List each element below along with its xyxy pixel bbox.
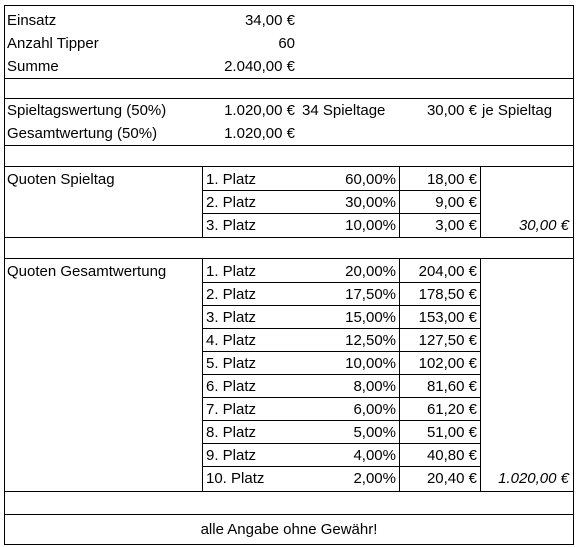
row-einsatz bbox=[5, 9, 573, 32]
spieltag-total: 30,00 € bbox=[518, 217, 569, 234]
prozent-cell: 8,00% bbox=[353, 378, 396, 395]
row-anzahl-tipper bbox=[5, 32, 573, 55]
table-row bbox=[5, 214, 573, 237]
platz-cell: 9. Platz bbox=[206, 447, 257, 464]
prize-table bbox=[4, 5, 574, 545]
betrag-cell: 204,00 € bbox=[418, 263, 477, 280]
divider bbox=[5, 514, 573, 515]
table-row bbox=[5, 329, 573, 352]
gesamtwertung-value: 1.020,00 € bbox=[224, 125, 295, 142]
prozent-cell: 60,00% bbox=[345, 171, 396, 188]
grid-line bbox=[202, 305, 481, 306]
betrag-cell: 9,00 € bbox=[435, 194, 477, 211]
grid-line bbox=[202, 351, 481, 352]
platz-cell: 2. Platz bbox=[206, 286, 257, 303]
prozent-cell: 6,00% bbox=[353, 401, 396, 418]
prozent-cell: 4,00% bbox=[353, 447, 396, 464]
grid-line bbox=[202, 466, 481, 467]
betrag-cell: 61,20 € bbox=[426, 401, 477, 418]
table-row bbox=[5, 398, 573, 421]
grid-line bbox=[480, 166, 481, 237]
prozent-cell: 15,00% bbox=[345, 309, 396, 326]
betrag-cell: 40,80 € bbox=[426, 447, 477, 464]
prozent-cell: 10,00% bbox=[345, 355, 396, 372]
grid-line bbox=[202, 374, 481, 375]
betrag-cell: 18,00 € bbox=[426, 171, 477, 188]
platz-cell: 6. Platz bbox=[206, 378, 257, 395]
quoten-spieltag-label: Quoten Spieltag bbox=[7, 171, 115, 188]
tipper-label: Anzahl Tipper bbox=[7, 35, 99, 52]
einsatz-value: 34,00 € bbox=[244, 12, 295, 29]
summe-label: Summe bbox=[7, 58, 59, 75]
platz-cell: 3. Platz bbox=[206, 217, 257, 234]
platz-cell: 5. Platz bbox=[206, 355, 257, 372]
spieltage-count: 34 Spieltage bbox=[302, 102, 386, 119]
divider bbox=[5, 237, 573, 238]
betrag-cell: 3,00 € bbox=[435, 217, 477, 234]
platz-cell: 1. Platz bbox=[206, 263, 257, 280]
platz-cell: 3. Platz bbox=[206, 309, 257, 326]
divider bbox=[5, 166, 573, 167]
table-row bbox=[5, 467, 573, 490]
platz-cell: 10. Platz bbox=[206, 470, 265, 487]
row-gesamtwertung bbox=[5, 122, 573, 145]
prozent-cell: 5,00% bbox=[353, 424, 396, 441]
summe-value: 2.040,00 € bbox=[224, 58, 295, 75]
divider bbox=[5, 258, 573, 259]
footer-row bbox=[5, 518, 573, 541]
gesamt-total: 1.020,00 € bbox=[498, 470, 569, 487]
grid-line bbox=[202, 213, 481, 214]
row-summe bbox=[5, 55, 573, 78]
platz-cell: 2. Platz bbox=[206, 194, 257, 211]
quoten-gesamt-label: Quoten Gesamtwertung bbox=[7, 263, 167, 280]
grid-line bbox=[202, 397, 481, 398]
betrag-cell: 153,00 € bbox=[418, 309, 477, 326]
table-row bbox=[5, 260, 573, 283]
prozent-cell: 30,00% bbox=[345, 194, 396, 211]
table-row bbox=[5, 283, 573, 306]
betrag-cell: 127,50 € bbox=[418, 332, 477, 349]
grid-line bbox=[202, 443, 481, 444]
divider bbox=[5, 78, 573, 79]
prozent-cell: 20,00% bbox=[345, 263, 396, 280]
row-spieltagswertung bbox=[5, 99, 573, 122]
prozent-cell: 2,00% bbox=[353, 470, 396, 487]
grid-line bbox=[202, 282, 481, 283]
table-row bbox=[5, 444, 573, 467]
prozent-cell: 17,50% bbox=[345, 286, 396, 303]
platz-cell: 7. Platz bbox=[206, 401, 257, 418]
betrag-cell: 20,40 € bbox=[426, 470, 477, 487]
betrag-cell: 81,60 € bbox=[426, 378, 477, 395]
platz-cell: 8. Platz bbox=[206, 424, 257, 441]
table-row bbox=[5, 352, 573, 375]
spieltagswertung-label: Spieltagswertung (50%) bbox=[7, 102, 167, 119]
per-spieltag-label: je Spieltag bbox=[482, 102, 553, 119]
per-spieltag-value: 30,00 € bbox=[426, 102, 477, 119]
disclaimer: alle Angabe ohne Gewähr! bbox=[200, 521, 378, 538]
grid-line bbox=[399, 166, 400, 237]
table-row bbox=[5, 168, 573, 191]
grid-line bbox=[202, 190, 481, 191]
betrag-cell: 102,00 € bbox=[418, 355, 477, 372]
betrag-cell: 51,00 € bbox=[426, 424, 477, 441]
table-row bbox=[5, 375, 573, 398]
table-row bbox=[5, 421, 573, 444]
spieltagswertung-value: 1.020,00 € bbox=[224, 102, 295, 119]
einsatz-label: Einsatz bbox=[7, 12, 57, 29]
table-row bbox=[5, 306, 573, 329]
grid-line bbox=[202, 420, 481, 421]
divider bbox=[5, 145, 573, 146]
gesamtwertung-label: Gesamtwertung (50%) bbox=[7, 125, 158, 142]
table-row bbox=[5, 191, 573, 214]
betrag-cell: 178,50 € bbox=[418, 286, 477, 303]
grid-line bbox=[202, 328, 481, 329]
prozent-cell: 12,50% bbox=[345, 332, 396, 349]
grid-line bbox=[202, 166, 203, 237]
divider bbox=[5, 491, 573, 492]
tipper-value: 60 bbox=[278, 35, 295, 52]
prozent-cell: 10,00% bbox=[345, 217, 396, 234]
platz-cell: 4. Platz bbox=[206, 332, 257, 349]
platz-cell: 1. Platz bbox=[206, 171, 257, 188]
